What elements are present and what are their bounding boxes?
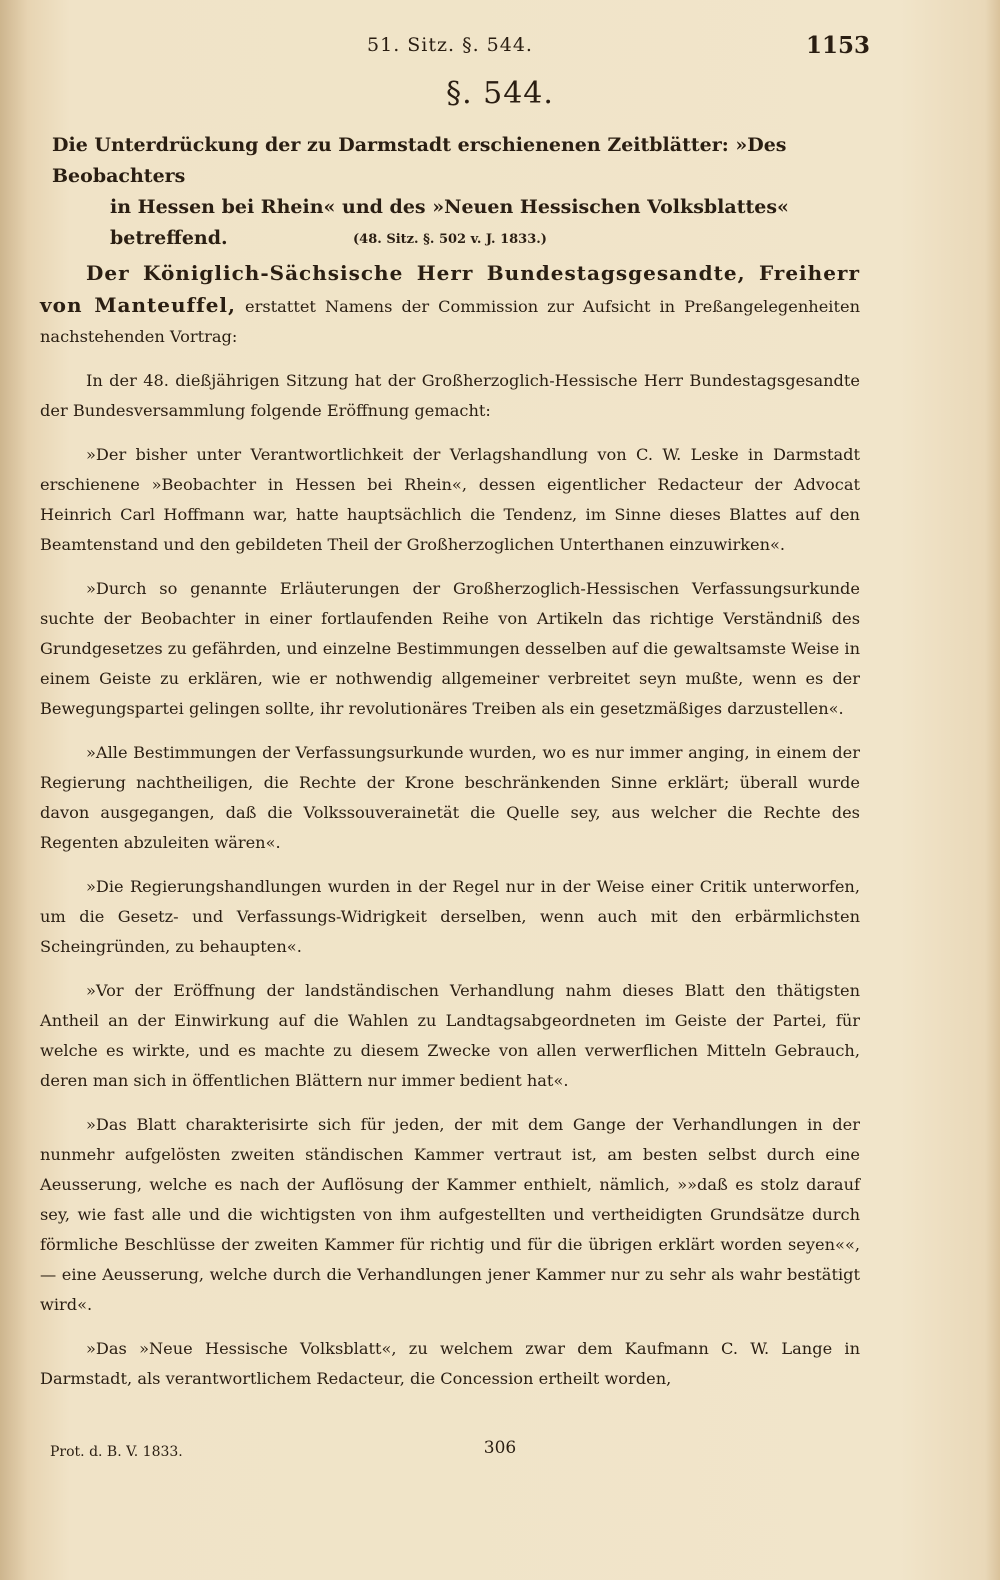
running-head-title: 51. Sitz. §. 544. [367, 34, 533, 56]
reference-note: (48. Sitz. §. 502 v. J. 1833.) [353, 232, 547, 247]
speaker-paragraph [40, 258, 860, 352]
section-title: §. 544. [446, 76, 554, 111]
paragraph: »Das Blatt charakterisirte sich für jeden, der mit dem Gange der Verhandlungen in der nunmehr aufgelösten zweiten ständischen Kammer vertraut ist, am besten selbst durch eine Aeusserung, welche es nach der Auflösung der Kammer enthielt, nämlich, »»daß es stolz darauf sey, wie fast alle und die wichtigsten von ihm aufgestellten und vertheidigten Grundsätze durch förmliche Beschlüsse der zweiten Kammer für richtig und für die übrigen erklärt worden seyen««, — eine Aeusserung, welche durch die Verhandlungen jener Kammer nur zu sehr als wahr bestätigt wird«. [40, 1115, 860, 1314]
footer-sheet-number: 306 [483, 1438, 517, 1458]
running-head [0, 32, 1000, 62]
paragraph: »Der bisher unter Verantwortlichkeit der Verlagshandlung von C. W. Leske in Darmstadt erschienene »Beobachter in Hessen bei Rhein«, dessen eigentlicher Redacteur der Advocat Heinrich Carl Hoffmann war, hatte hauptsächlich die Tendenz, im Sinne dieses Blattes auf den Beamtenstand und den gebildeten Theil der Großherzoglichen Unterthanen einzuwirken«. [40, 445, 860, 554]
speaker: Der Königlich-Sächsische Herr Bundestagsgesandte, Freiherr von Manteuffel, [40, 261, 860, 317]
subject-line-2: in Hessen bei Rhein« und des »Neuen Hessischen Volksblattes« [110, 196, 789, 218]
paragraph: »Die Regierungshandlungen wurden in der Regel nur in der Weise einer Critik unterworfen, um die Gesetz- und Verfassungs-Widrigkeit derselben, wenn auch mit den erbärmlichsten Scheingründen, zu behaupten«. [40, 877, 860, 956]
page-number: 1153 [805, 32, 870, 59]
subject-line-1: Die Unterdrückung der zu Darmstadt erschienenen Zeitblätter: »Des Beobachters [52, 134, 787, 187]
body-text [40, 258, 860, 1408]
paragraph: »Das »Neue Hessische Volksblatt«, zu welchem zwar dem Kaufmann C. W. Lange in Darmstadt, als verantwortlichem Redacteur, die Concession ertheilt worden, [40, 1339, 860, 1388]
paragraph: In der 48. dießjährigen Sitzung hat der Großherzoglich-Hessische Herr Bundestagsgesandte der Bundesversammlung folgende Eröffnung gemacht: [40, 371, 860, 420]
paragraph: »Alle Bestimmungen der Verfassungsurkunde wurden, wo es nur immer anging, in einem der Regierung nachtheiligen, die Rechte der Krone beschränkenden Sinne erklärt; überall wurde davon ausgegangen, daß die Volkssouverainetät die Quelle sey, aus welcher die Rechte des Regenten abzuleiten wären«. [40, 743, 860, 852]
footer-signature: Prot. d. B. V. 1833. [50, 1444, 183, 1460]
speaker-rest: erstattet Namens der Commission zur Aufsicht in Preßangelegenheiten nachstehenden Vortrag: [40, 297, 860, 346]
paragraph: »Durch so genannte Erläuterungen der Großherzoglich-Hessischen Verfassungsurkunde suchte der Beobachter in einer fortlaufenden Reihe von Artikeln das richtige Verständniß des Grundgesetzes zu gefährden, und einzelne Bestimmungen desselben auf die gewaltsamste Weise in einem Geiste zu erklären, wie er nothwendig allgemeiner verbreitet seyn mußte, wenn es der Bewegungspartei gelingen sollte, ihr revolutionäres Treiben als ein gesetzmäßiges darzustellen«. [40, 579, 860, 718]
paragraph: »Vor der Eröffnung der landständischen Verhandlung nahm dieses Blatt den thätigsten Antheil an der Einwirkung auf die Wahlen zu Landtagsabgeordneten im Geiste der Partei, für welche es wirkte, und es machte zu diesem Zwecke von allen verwerflichen Mitteln Gebrauch, deren man sich in öffentlichen Blättern nur immer bedient hat«. [40, 981, 860, 1090]
subject-line-3: betreffend. [110, 227, 228, 249]
page-footer [0, 1438, 1000, 1468]
